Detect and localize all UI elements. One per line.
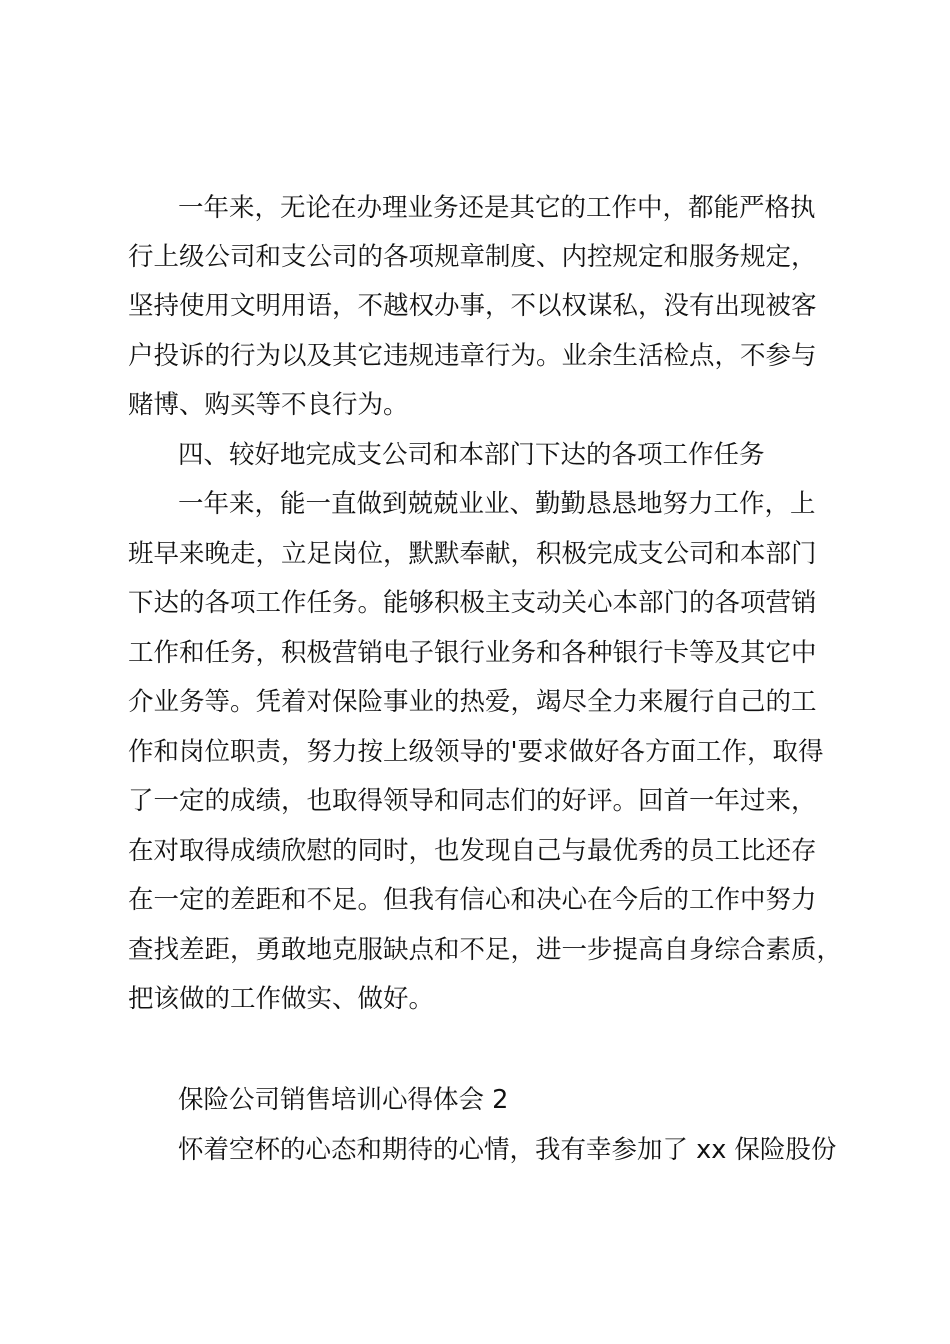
paragraph-line: 一年来，无论在办理业务还是其它的工作中，都能严格执 xyxy=(178,193,816,223)
paragraph-line: 查找差距，勇敢地克服缺点和不足，进一步提高自身综合素质， xyxy=(128,935,843,965)
paragraph-line: 行上级公司和支公司的各项规章制度、内控规定和服务规定， xyxy=(128,242,817,272)
paragraph-line: 怀着空杯的心态和期待的心情，我有幸参加了 xx 保险股份 xyxy=(178,1135,837,1165)
paragraph-line: 班早来晚走，立足岗位，默默奉献，积极完成支公司和本部门 xyxy=(128,539,817,569)
paragraph-line: 工作和任务，积极营销电子银行业务和各种银行卡等及其它中 xyxy=(128,638,817,668)
article-title: 保险公司销售培训心得体会 2 xyxy=(178,1085,509,1115)
paragraph-line: 介业务等。凭着对保险事业的热爱，竭尽全力来履行自己的工 xyxy=(128,687,817,717)
paragraph-line: 作和岗位职责，努力按上级领导的'要求做好各方面工作，取得 xyxy=(128,737,824,767)
paragraph-line: 了一定的成绩，也取得领导和同志们的好评。回首一年过来， xyxy=(128,786,817,816)
paragraph-line: 一年来，能一直做到兢兢业业、勤勤恳恳地努力工作，上 xyxy=(178,489,816,519)
section-heading: 四、较好地完成支公司和本部门下达的各项工作任务 xyxy=(178,440,765,470)
paragraph-line: 在对取得成绩欣慰的同时，也发现自己与最优秀的员工比还存 xyxy=(128,836,817,866)
paragraph-line: 户投诉的行为以及其它违规违章行为。业余生活检点，不参与 xyxy=(128,341,817,371)
paragraph-line: 下达的各项工作任务。能够积极主支动关心本部门的各项营销 xyxy=(128,588,817,618)
paragraph-line: 在一定的差距和不足。但我有信心和决心在今后的工作中努力 xyxy=(128,885,817,915)
paragraph-line: 把该做的工作做实、做好。 xyxy=(128,984,435,1014)
paragraph-line: 赌博、购买等不良行为。 xyxy=(128,390,409,420)
paragraph-line: 坚持使用文明用语，不越权办事，不以权谋私，没有出现被客 xyxy=(128,291,817,321)
